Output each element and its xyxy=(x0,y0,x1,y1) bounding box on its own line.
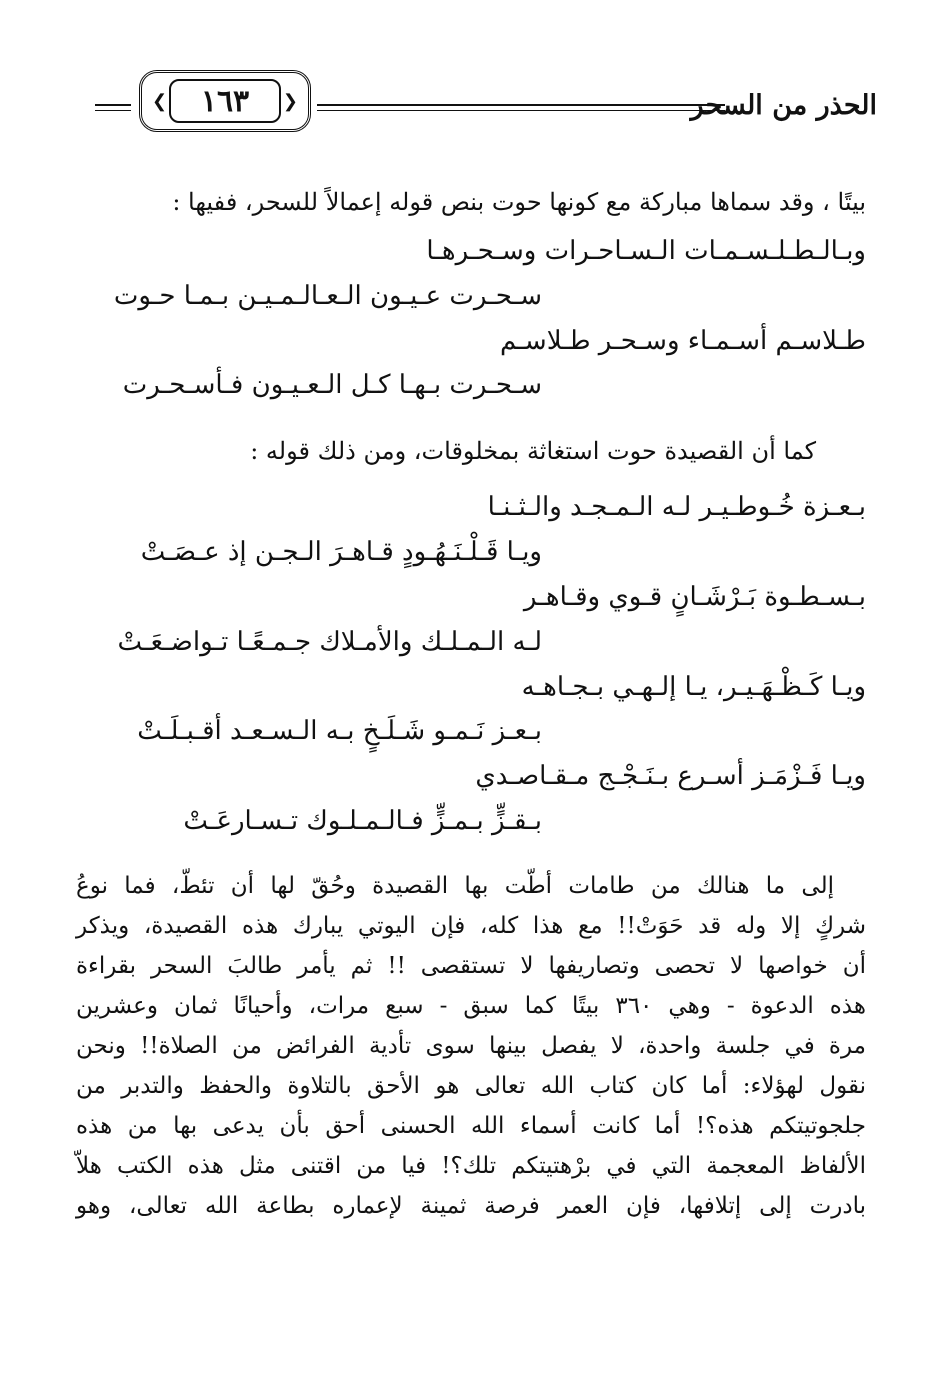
poem1-verse: طـلاسـم أسـمـاء وسـحـر طـلاسـم xyxy=(500,326,866,356)
intro-line: بيتًا ، وقد سماها مباركة مع كونها حوت بنص قوله إعمالاً للسحر، ففيها : xyxy=(172,188,866,216)
header-rule-short xyxy=(95,104,131,111)
page-number: ١٦٣ xyxy=(169,79,281,123)
ornament-icon: ❯ xyxy=(152,91,168,112)
header-rule xyxy=(317,104,725,111)
poem2-verse: بـسـطـوة بَـرْشَـانٍ قـوي وقـاهـر xyxy=(523,582,866,612)
body-line: بادرت إلى إتلافها، فإن العمر فرصة ثمينة لإعماره بطاعة الله تعالى، وهو xyxy=(76,1193,866,1219)
body-line: إلى ما هنالك من طامات أطّت بها القصيدة وحُقّ لها أن تئطّ، فما نوعُ xyxy=(76,873,834,899)
poem2-verse: ويـا فَـزْمَـز أسـرع بـنَـجْـج مـقـاصـدي xyxy=(475,761,866,791)
body-line: الألفاظ المعجمة التي في برْهتيتكم تلك؟! فيا من اقتنى مثل هذه الكتب هلاّ xyxy=(76,1153,866,1179)
poem1-verse: وبـالـطـلـسـمـات الـسـاحـرات وسـحـرهـا xyxy=(426,236,866,266)
body-line: هذه الدعوة - وهي ٣٦٠ بيتًا كما سبق - سبع مرات، وأحيانًا ثمان وعشرين xyxy=(76,993,866,1019)
body-line: أن خواصها لا تحصى وتصاريفها لا تستقصى !! ثم يأمر طالبَ السحر بقراءة xyxy=(76,953,866,979)
poem1-verse: سـحـرت بـهـا كـل الـعـيـون فـأسـحـرت xyxy=(122,370,542,400)
poem2-verse: بـعـز نَـمـو شَـلَـخٍ بـه الـسـعـد أقـبـلَـتْ xyxy=(137,716,542,746)
body-line: مرة في جلسة واحدة، لا يفصل بينها سوى تأدية الفرائض من الصلاة!! ونحن xyxy=(76,1033,866,1059)
body-line: نقول لهؤلاء: أما كان كتاب الله تعالى هو الأحق بالتلاوة والحفظ والتدبر من xyxy=(76,1073,866,1099)
intro-line-2: كما أن القصيدة حوت استغاثة بمخلوقات، ومن ذلك قوله : xyxy=(250,437,816,465)
poem2-verse: بـعـزة خُـوطـيـر لـه الـمـجـد والـثـنـا xyxy=(487,492,866,522)
running-header xyxy=(95,70,877,140)
ornament-icon: ❮ xyxy=(282,91,298,112)
poem2-verse: بـقـزٍّ بـمـزٍّ فـالـمـلـوك تـسـارعَـتْ xyxy=(183,806,542,836)
body-paragraph xyxy=(76,866,866,1226)
book-title: الحذر من السحر xyxy=(690,90,877,121)
poem2-verse: ويـا قَـلْـنَـهُـودٍ قـاهـرَ الـجـن إذ عـصَـتْ xyxy=(140,537,542,567)
body-line: شركٍ إلا وله قد حَوَتْ!! مع هذا كله، فإن اليوتي يبارك هذه القصيدة، ويذكر xyxy=(76,913,866,939)
poem2-verse: ويـا كَـظْـهَـيـر، يـا إلـهـي بـجـاهـه xyxy=(521,672,866,702)
body-line: جلجوتيتكم هذه؟! أما كانت أسماء الله الحسنى أحق بأن يدعى بها من هذه xyxy=(76,1113,866,1139)
page-number-frame xyxy=(139,70,311,132)
poem2-verse: لـه الـمـلـك والأمـلاك جـمـعًـا تـواضـعَـتْ xyxy=(117,627,542,657)
poem1-verse: سـحـرت عـيـون الـعـالـمـيـن بـمـا حـوت xyxy=(113,281,542,311)
